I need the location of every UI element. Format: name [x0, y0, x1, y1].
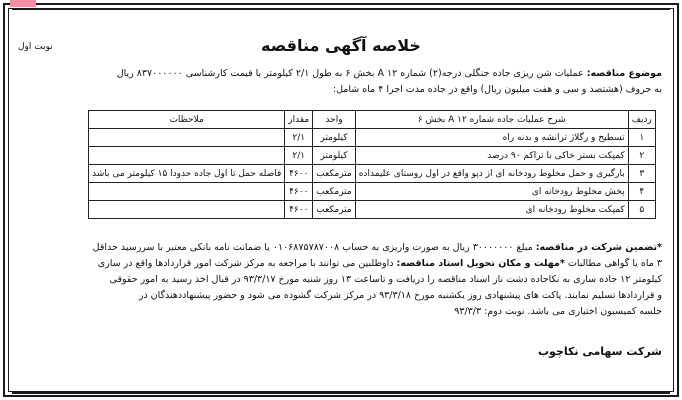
row-description: بارگیری و حمل مخلوط رودخانه ای از دپو واقع در اول روستای علیمداده: [355, 165, 628, 183]
guarantee-text-2b: داوطلبین می توانند با مراجعه به مرکز شرکت امور قراردادها واقع در ساری: [97, 258, 394, 269]
row-number: ۲: [628, 147, 655, 165]
guarantee-text-2a: ۳ ماه یا گواهی مطالبات: [567, 258, 662, 269]
header-description: شرح عملیات جاده شماره A ۱۲ بخش ۶: [355, 111, 628, 129]
row-description: تسطیح و رگلاژ ترانشه و بدنه راه: [355, 129, 628, 147]
row-quantity: ۲/۱: [285, 129, 313, 147]
table-row: [89, 147, 656, 165]
guarantee-line-1: [93, 242, 662, 253]
row-unit: مترمکعب: [313, 183, 355, 201]
row-quantity: ۴۶۰۰: [285, 165, 313, 183]
row-note: [89, 129, 285, 147]
bottom-border-strip: [12, 392, 670, 400]
row-number: ۴: [628, 183, 655, 201]
top-border-strip: [12, 0, 670, 10]
row-unit: مترمکعب: [313, 165, 355, 183]
notice-content: [14, 12, 668, 388]
row-unit: مترمکعب: [313, 201, 355, 219]
guarantee-label: *تضمین شرکت در مناقصه:: [535, 242, 662, 253]
table-header-row: [89, 111, 656, 129]
notice-title: خلاصه آگهی مناقصه: [261, 36, 421, 55]
row-number: ۱: [628, 129, 655, 147]
row-description: کمپکت بستر خاکی با تراکم ۹۰ درصد: [355, 147, 628, 165]
row-unit: کیلومتر: [313, 147, 355, 165]
document-delivery-label: *مهلت و مکان تحویل اسناد مناقصه:: [396, 258, 565, 269]
row-note: [89, 201, 285, 219]
subject-text-1: عملیات شن ریزی جاده جنگلی درجه(۲) شماره A ۱۲ بخش ۶ به طول ۲/۱ کیلومتر با قیمت کارشناسی ۸۳۷۰۰۰۰۰۰ ریال: [116, 68, 584, 79]
pink-highlight-mark: [10, 0, 36, 7]
guarantee-text-1: مبلغ ۳۰۰۰۰۰۰۰ ریال به صورت واریزی به حساب ۰۱۰۶۸۷۵۷۸۷۰۰۸ یا ضمانت نامه بانکی معتبر با سررسید حداقل: [92, 242, 533, 253]
row-note: فاصله حمل تا اول جاده حدودا ۱۵ کیلومتر می باشد: [89, 165, 285, 183]
header-unit: واحد: [313, 111, 355, 129]
table-row: [89, 165, 656, 183]
table-row: [89, 183, 656, 201]
body-line-4: و قراردادها تسلیم نمایند. پاکت های پیشنهادی روز یکشنبه مورخ ۹۳/۳/۱۸ در مرکز شرکت گشوده می شود و حضور پیشنهاددهندگان در: [138, 290, 662, 301]
row-quantity: ۲/۱: [285, 147, 313, 165]
subject-line-2: به حروف (هشتصد و سی و هفت میلیون ریال) واقع در جاده مدت اجرا ۴ ماه شامل:: [332, 84, 662, 95]
table-row: [89, 201, 656, 219]
row-quantity: ۴۶۰۰: [285, 183, 313, 201]
header-row-number: ردیف: [628, 111, 655, 129]
subject-label: موضوع مناقصه:: [586, 68, 662, 79]
body-line-3: کیلومتر ۱۲ جاده ساری به نکاجاده دشت ناز اسناد مناقصه را دریافت و تاساعت ۱۳ روز شنبه مورخ ۹۳/۳/۱۷ در قبال اخذ رسید به امور حقوقی: [109, 274, 662, 285]
body-line-5: جلسه کمیسیون اختیاری می باشد. نوبت دوم: ۹۳/۳/۳: [454, 306, 662, 317]
row-quantity: ۴۶۰۰: [285, 201, 313, 219]
guarantee-line-2: [98, 258, 662, 269]
row-note: [89, 147, 285, 165]
row-number: ۳: [628, 165, 655, 183]
company-name: شرکت سهامی نکاچوب: [537, 345, 662, 358]
row-number: ۵: [628, 201, 655, 219]
row-description: پخش مخلوط رودخانه ای: [355, 183, 628, 201]
header-notes: ملاحظات: [89, 111, 285, 129]
subject-line-1: [117, 68, 662, 79]
row-unit: کیلومتر: [313, 129, 355, 147]
header-quantity: مقدار: [285, 111, 313, 129]
row-description: کمپکت مخلوط رودخانه ای: [355, 201, 628, 219]
row-note: [89, 183, 285, 201]
table-row: [89, 129, 656, 147]
operations-table: [88, 110, 656, 219]
turn-label: نوبت اول: [18, 42, 53, 52]
